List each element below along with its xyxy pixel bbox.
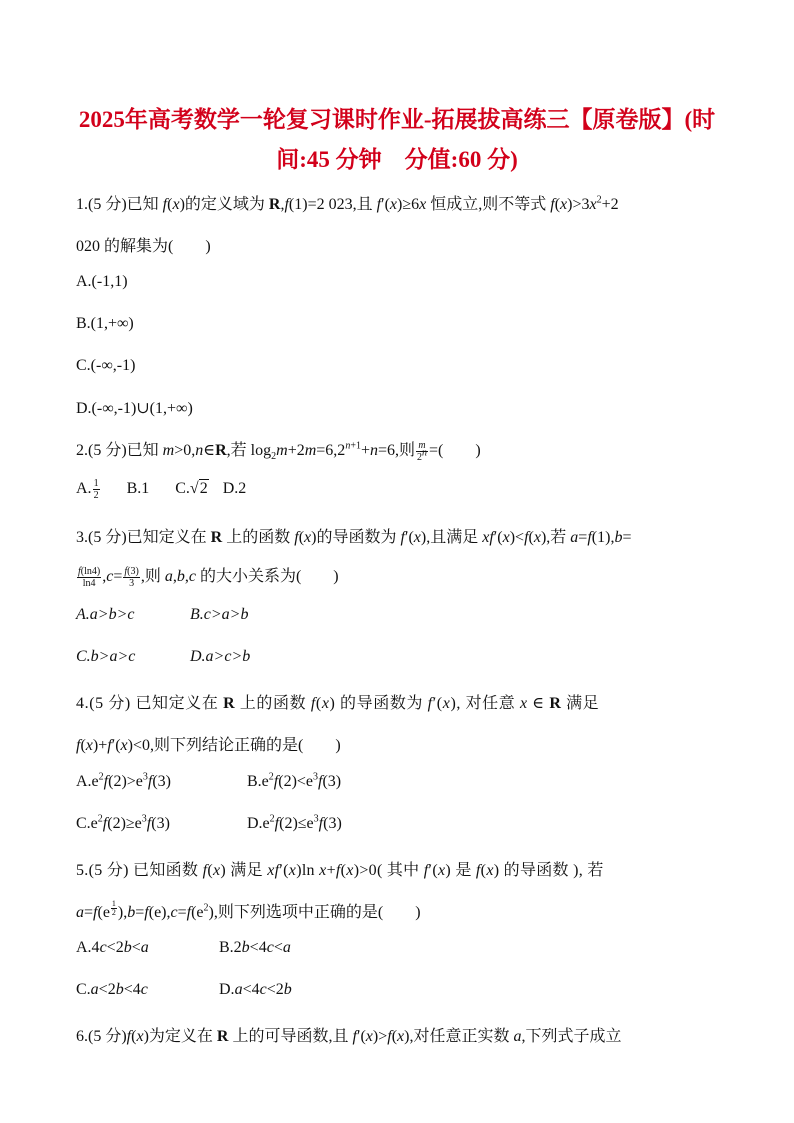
title-line-1: 2025年高考数学一轮复习课时作业-拓展拔高练三【原卷版】(时 <box>78 107 716 132</box>
q1-stem-line-1: 1.(5 分)已知 f(x)的定义域为 R,f(1)=2 023,且 f′(x)≥6x 恒成立,则不等式 $f(x)>3x^2+2$ <box>76 194 619 213</box>
q3-options-row-1 <box>76 606 248 624</box>
q1-stem-line-2: 020 的解集为( ) <box>76 238 211 255</box>
q3-stem-line-2: $\frac{f(\ln 4)}{\ln 4}$ ,c= $\frac{f(3)}{3}$ ,则 a,b,c 的大小关系为( ) <box>78 565 339 589</box>
q1-option-b: B.(1,+∞) <box>76 315 134 332</box>
q4-stem-line-2: f(x)+f′(x)<0,则下列结论正确的是( ) <box>76 737 341 754</box>
document-title <box>60 100 734 180</box>
q5-stem-line-2: a=f(e $^{\frac{1}{2}}$ )$,b=f(e),c=f(e^2)$,则下列选项中正确的是( ) <box>76 898 421 921</box>
q3-option-d: D.a>c>b <box>190 648 251 665</box>
q1-option-c: C.(-∞,-1) <box>76 357 136 374</box>
q5-option-b: B.2b<4c<a <box>219 939 291 956</box>
q5-option-d: D.a<4c<2b <box>219 981 292 998</box>
q2-option-d: D.2 <box>222 480 247 498</box>
q6-stem-line-1: 6.(5 分)f(x)为定义在 R 上的可导函数,且 f′(x)>f(x),对任意正实数 a,下列式子成立 <box>76 1028 622 1045</box>
q5-options-row-2 <box>76 981 292 999</box>
q3-option-c: C.b>a>c <box>76 648 136 665</box>
q3-option-b: B.c>a>b <box>190 606 249 623</box>
q4-options-row-1 <box>76 773 341 791</box>
q5-option-c: C.a<2b<4c <box>76 981 148 998</box>
q2-option-a: A. $\frac{1}{2}$ <box>76 478 99 501</box>
q4-options-row-2 <box>76 815 342 833</box>
q3-stem-line-1: 3.(5 分)已知定义在 R 上的函数 f(x)的导函数为 f′(x),且满足 xf′(x)<f(x),若 a=f(1),b= <box>76 529 632 546</box>
q2-stem-line-1: 2.(5 分)已知 m>0,n∈R,若 $\log_2m+2m=6,2^{n+1}+n=6$,则 $\frac{m}{2^n}$ =( ) <box>76 439 481 463</box>
q4-option-a: $A.e^2f(2)>e^3f(3)$ <box>76 771 171 790</box>
q3-option-a: A.a>b>c <box>76 606 135 623</box>
title-line-2: 间:45 分钟 分值:60 分) <box>276 147 518 172</box>
q4-stem-line-1: 4.(5 分) 已知定义在 R 上的函数 f(x) 的导函数为 f′(x), 对任意 x ∈ R 满足 <box>76 695 600 712</box>
q1-option-a: A.(-1,1) <box>76 273 128 290</box>
q2-option-c: C.√2 <box>175 480 208 498</box>
q2-option-b: B.1 <box>126 480 150 498</box>
q5-stem-line-1: 5.(5 分) 已知函数 f(x) 满足 xf′(x)ln x+f(x)>0( 其中 f′(x) 是 f(x) 的导函数 ), 若 <box>76 862 604 879</box>
q5-options-row-1 <box>76 939 291 957</box>
q2-options <box>76 478 246 501</box>
q3-options-row-2 <box>76 648 250 666</box>
q5-option-a: A.4c<2b<a <box>76 939 149 956</box>
q1-option-d: D.(-∞,-1)∪(1,+∞) <box>76 400 193 417</box>
q4-option-d: $D.e^2f(2)\le e^3f(3)$ <box>247 813 342 832</box>
q4-option-b: $B.e^2f(2)<e^3f(3)$ <box>247 771 342 790</box>
q4-option-c: $C.e^2f(2)\ge e^3f(3)$ <box>76 813 170 832</box>
